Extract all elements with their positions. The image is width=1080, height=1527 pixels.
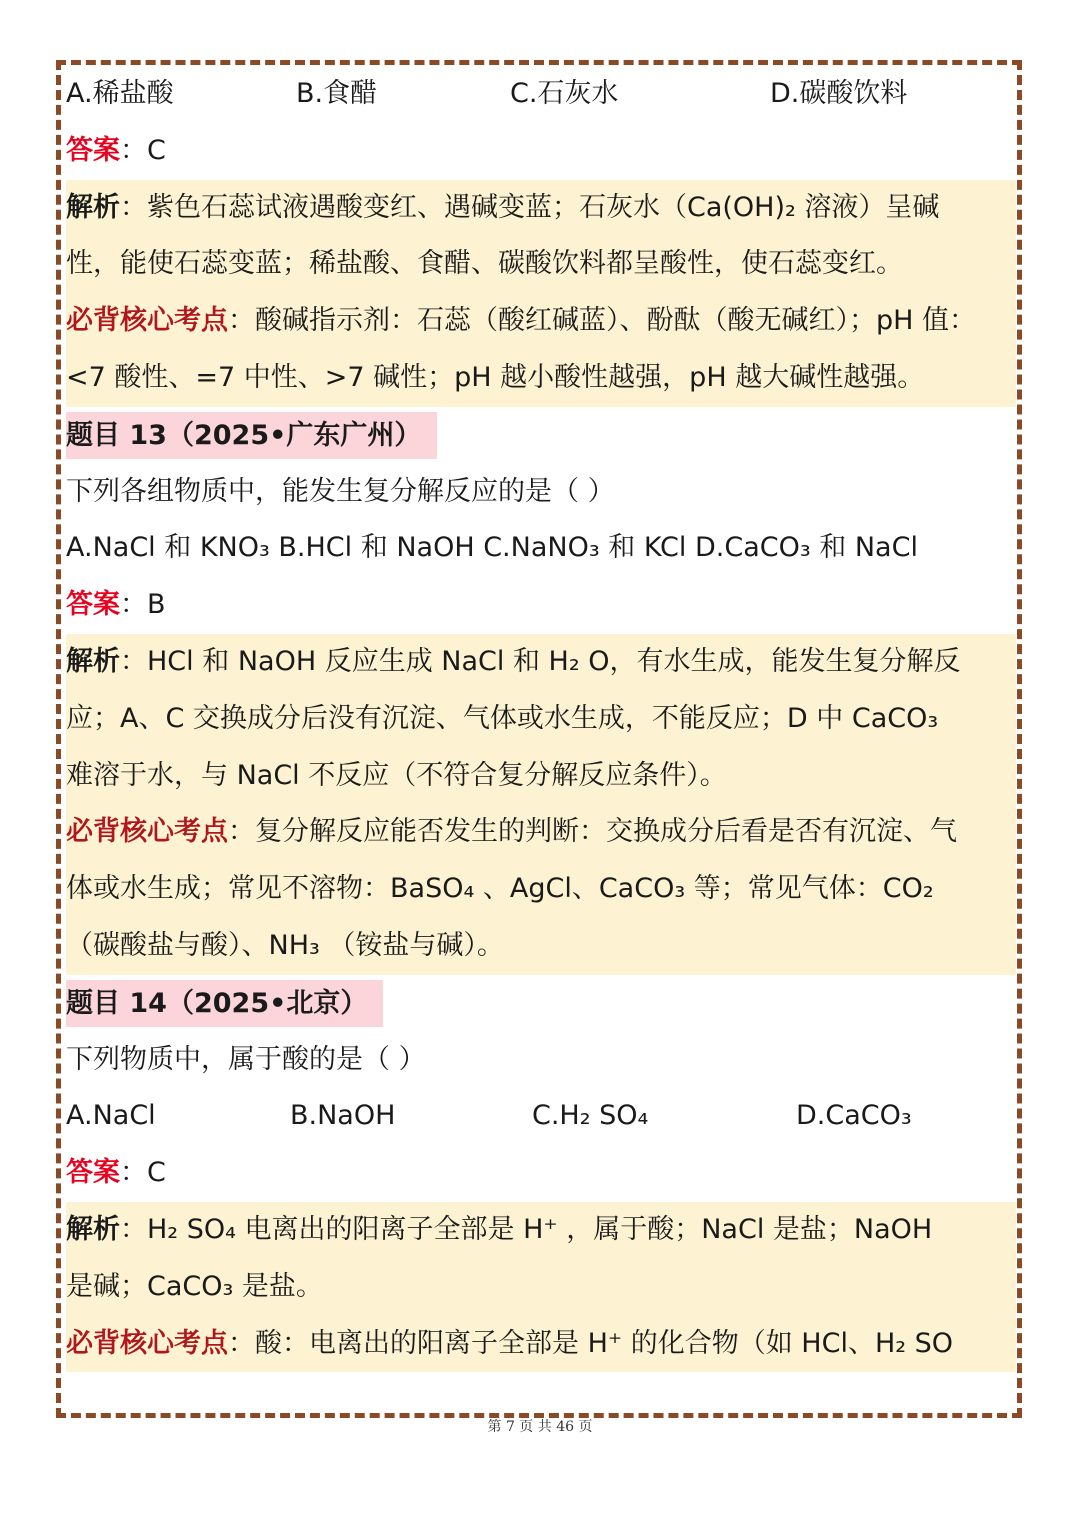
q13-point-line-2: 体或水生成；常见不溶物：BaSO₄ 、AgCl、CaCO₃ 等；常见气体：CO₂	[66, 873, 934, 905]
q14-option-a: A.NaCl	[66, 1100, 156, 1132]
q12-point-line-1	[66, 293, 1016, 350]
q14-title: 题目 14（2025•北京）	[66, 980, 383, 1027]
q13-analysis-line-3: 难溶于水，与 NaCl 不反应（不符合复分解反应条件）。	[66, 759, 727, 791]
q12-option-a: A.稀盐酸	[66, 78, 174, 109]
answer-value: ：C	[120, 134, 166, 166]
q13-options: A.NaCl 和 KNO₃ B.HCl 和 NaOH C.NaNO₃ 和 KCl D.CaCO₃ 和 NaCl	[66, 532, 918, 564]
answer-value: ：B	[120, 589, 166, 621]
q13-title-row	[66, 407, 1016, 464]
q14-point-line-1	[66, 1316, 1016, 1373]
q12-analysis-line-2: 性，能使石蕊变蓝；稀盐酸、食醋、碳酸饮料都呈酸性，使石蕊变红。	[66, 248, 903, 280]
q12-option-b: B.食醋	[296, 78, 378, 109]
q13-question: 下列各组物质中，能发生复分解反应的是（ ）	[66, 475, 615, 507]
q14-title-row	[66, 975, 1016, 1032]
q14-analysis-block	[66, 1202, 1016, 1372]
q12-answer	[66, 123, 1016, 180]
point-text: ：酸碱指示剂：石蕊（酸红碱蓝）、酚酞（酸无碱红）；pH 值：	[228, 305, 977, 337]
analysis-label: 解析	[66, 191, 120, 223]
page-number: 第 7 页 共 46 页	[487, 1419, 593, 1435]
q13-title: 题目 13（2025•广东广州）	[66, 412, 437, 459]
q13-analysis-line-1	[66, 634, 1016, 691]
q12-analysis-block	[66, 180, 1016, 407]
analysis-text: ：H₂ SO₄ 电离出的阳离子全部是 H⁺ ，属于酸；NaCl 是盐；NaOH	[120, 1213, 933, 1245]
point-text: ：复分解反应能否发生的判断：交换成分后看是否有沉淀、气	[228, 816, 957, 848]
point-label: 必背核心考点	[66, 816, 228, 848]
q14-option-d: D.CaCO₃	[796, 1100, 912, 1132]
answer-label: 答案	[66, 134, 120, 166]
q14-options	[66, 1088, 1016, 1145]
point-text: ：酸：电离出的阳离子全部是 H⁺ 的化合物（如 HCl、H₂ SO	[228, 1327, 954, 1359]
answer-label: 答案	[66, 1157, 120, 1189]
q13-analysis-block	[66, 634, 1016, 975]
answer-label: 答案	[66, 589, 120, 621]
page-content	[66, 66, 1016, 1372]
q12-analysis-line-1	[66, 180, 1016, 237]
q14-answer	[66, 1145, 1016, 1202]
q12-option-d: D.碳酸饮料	[770, 78, 908, 109]
q14-option-b: B.NaOH	[290, 1100, 396, 1132]
q14-analysis-line-2: 是碱；CaCO₃ 是盐。	[66, 1270, 323, 1302]
q13-analysis-line-2: 应；A、C 交换成分后没有沉淀、气体或水生成，不能反应；D 中 CaCO₃	[66, 702, 939, 734]
q14-analysis-line-1	[66, 1202, 1016, 1259]
answer-value: ：C	[120, 1157, 166, 1189]
q12-point-line-2: <7 酸性、=7 中性、>7 碱性；pH 越小酸性越强，pH 越大碱性越强。	[66, 361, 925, 393]
q13-point-line-3: （碳酸盐与酸）、NH₃ （铵盐与碱）。	[66, 929, 504, 961]
analysis-label: 解析	[66, 1213, 120, 1245]
q14-question: 下列物质中，属于酸的是（ ）	[66, 1043, 426, 1075]
q14-option-c: C.H₂ SO₄	[532, 1100, 649, 1132]
point-label: 必背核心考点	[66, 1327, 228, 1359]
analysis-label: 解析	[66, 645, 120, 677]
analysis-text: ：紫色石蕊试液遇酸变红、遇碱变蓝；石灰水（Ca(OH)₂ 溶液）呈碱	[120, 191, 940, 223]
q12-option-c: C.石灰水	[510, 78, 619, 109]
q12-options	[66, 66, 1016, 123]
q13-point-line-1	[66, 804, 1016, 861]
point-label: 必背核心考点	[66, 305, 228, 337]
analysis-text: ：HCl 和 NaOH 反应生成 NaCl 和 H₂ O，有水生成，能发生复分解反	[120, 645, 961, 677]
q13-answer	[66, 577, 1016, 634]
